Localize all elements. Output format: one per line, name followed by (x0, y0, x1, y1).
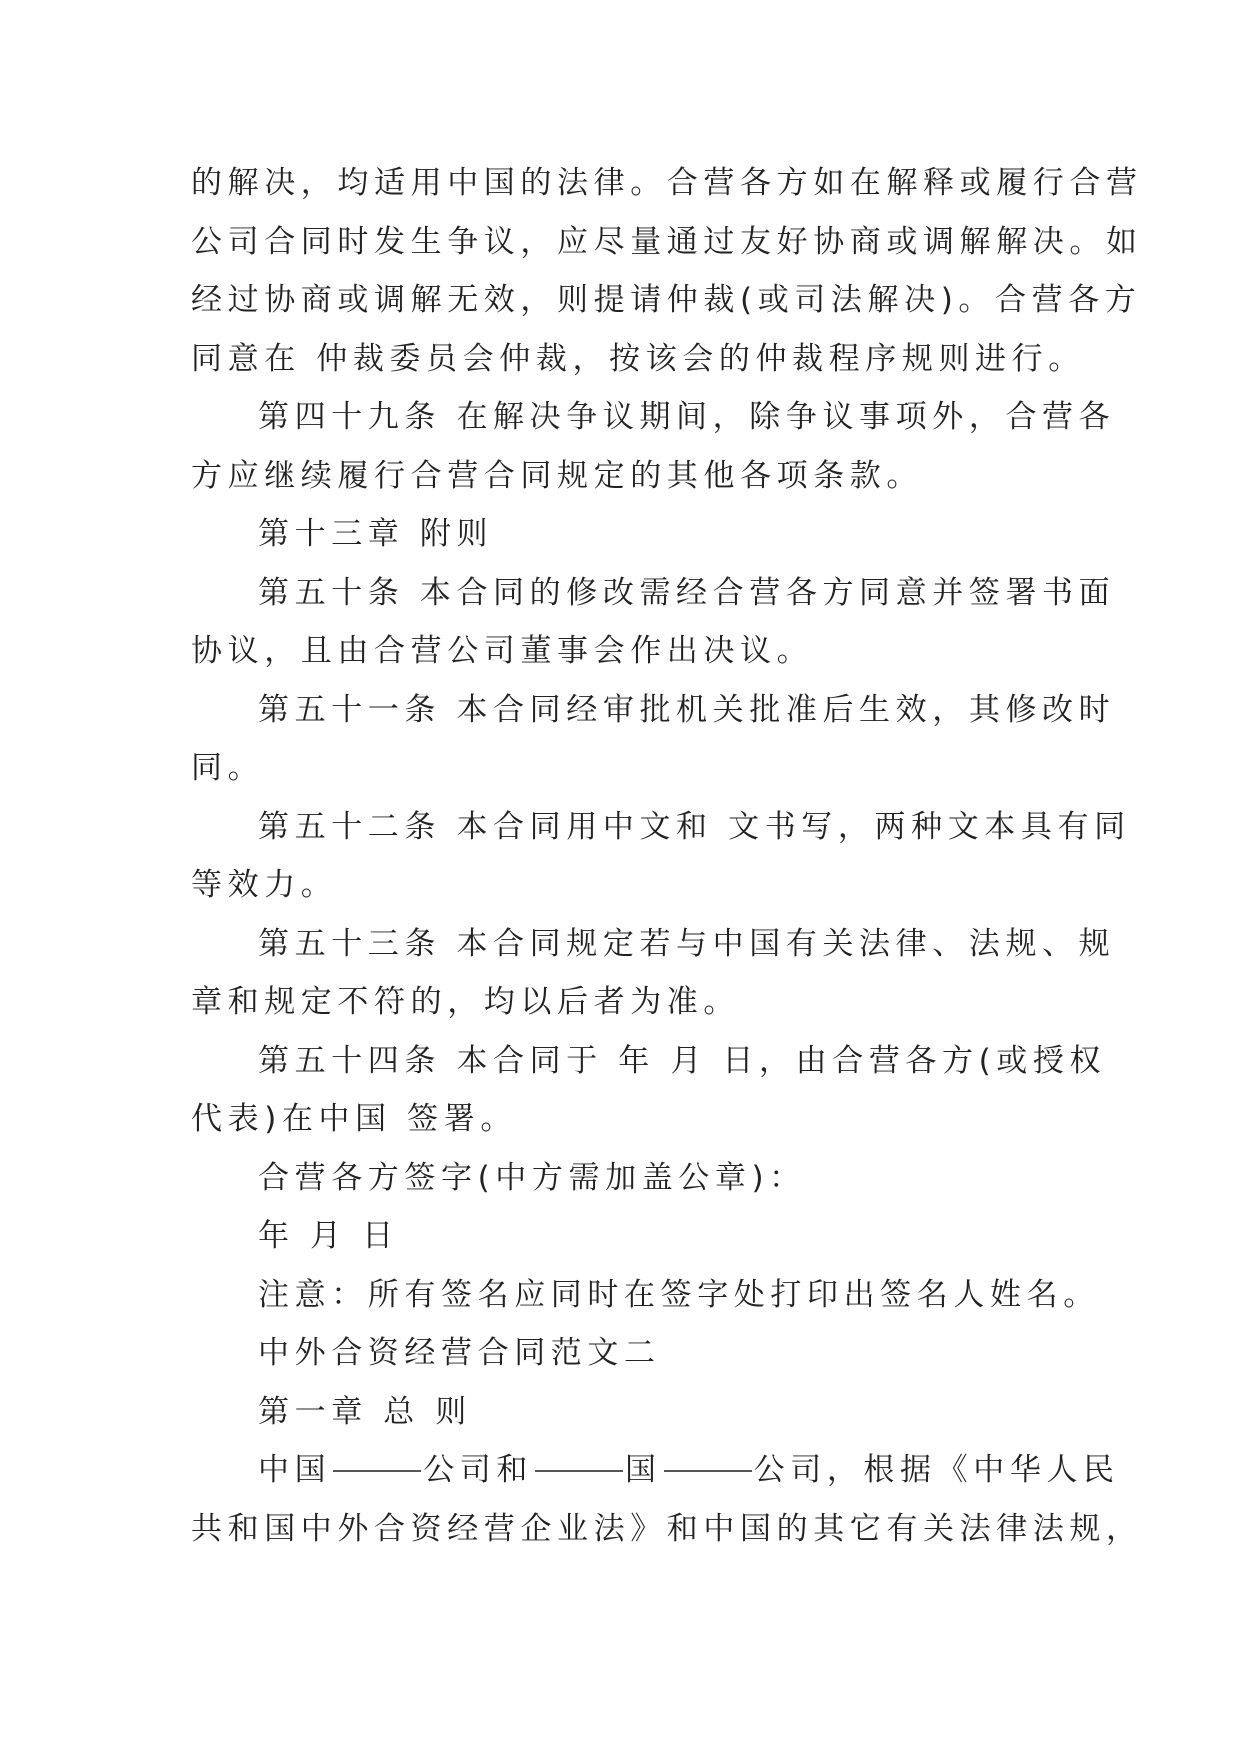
preamble-line (191, 1441, 1120, 1500)
text-segment: 中国 (258, 1452, 332, 1488)
text-line: 协议，且由合营公司董事会作出决议。 (191, 633, 814, 669)
article-52-line: 第五十二条 本合同用中文和 文书写，两种文本具有同 (258, 808, 1131, 845)
chapter-13-heading: 第十三章 附则 (258, 516, 494, 552)
fill-blank (535, 1470, 623, 1472)
article-51-line: 第五十一条 本合同经审批机关批准后生效，其修改时 (258, 691, 1116, 728)
signature-line: 合营各方签字(中方需加盖公章)： (258, 1159, 806, 1196)
text-line: 代表)在中国 签署。 (191, 1101, 517, 1137)
document-body (191, 154, 1143, 1558)
text-line: 章和规定不符的，均以后者为准。 (191, 984, 740, 1020)
article-54-line: 第五十四条 本合同于 年 月 日，由合营各方(或授权 (258, 1042, 1107, 1079)
text-line: 共和国中外合资经营企业法》和中国的其它有关法律法规， (191, 1510, 1143, 1547)
fill-blank (664, 1470, 752, 1472)
article-49-line: 第四十九条 在解决争议期间，除争议事项外，合营各 (258, 399, 1116, 435)
article-50-line: 第五十条 本合同的修改需经合营各方同意并签署书面 (258, 574, 1116, 611)
text-segment: 国 (625, 1452, 662, 1488)
text-line: 方应继续履行合营合同规定的其他各项条款。 (191, 457, 923, 494)
text-segment: 公司，根据《中华人民 (753, 1452, 1120, 1488)
section-title: 中外合资经营合同范文二 (258, 1335, 661, 1371)
text-line: 经过协商或调解无效，则提请仲裁(或司法解决)。合营各方 (191, 282, 1142, 318)
text-line: 等效力。 (191, 867, 338, 903)
fill-blank (333, 1470, 421, 1472)
text-segment: 公司和 (423, 1452, 534, 1488)
chapter-1-heading: 第一章 总 则 (258, 1393, 472, 1430)
text-line: 公司合同时发生争议，应尽量通过友好协商或调解解决。如 (191, 223, 1143, 260)
date-line: 年 月 日 (258, 1218, 399, 1254)
text-line: 的解决，均适用中国的法律。合营各方如在解释或履行合营 (191, 165, 1143, 201)
note-line: 注意：所有签名应同时在签字处打印出签名人姓名。 (258, 1276, 1100, 1313)
text-line: 同。 (191, 750, 265, 786)
text-line: 同意在 仲裁委员会仲裁，按该会的仲裁程序规则进行。 (191, 340, 1085, 377)
article-53-line: 第五十三条 本合同规定若与中国有关法律、法规、规 (258, 925, 1116, 962)
